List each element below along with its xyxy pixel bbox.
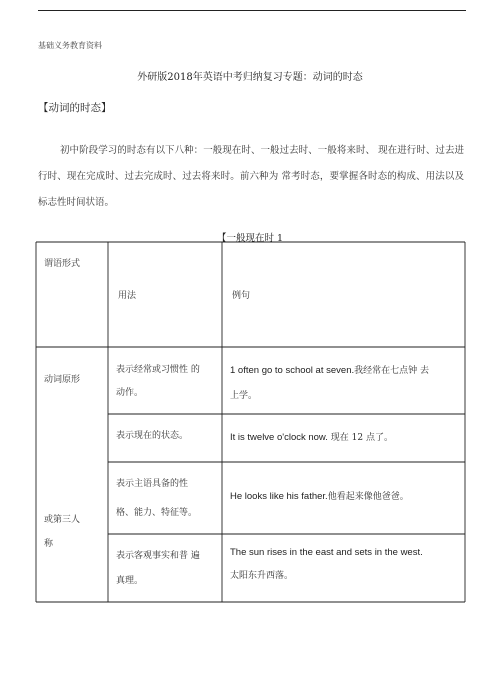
row-3-usage-line1: 表示主语具备的性 bbox=[116, 479, 189, 489]
table-caption: 【一般现在时 1 bbox=[216, 233, 284, 244]
row-2-usage-line1: 表示现在的状态。 bbox=[116, 431, 189, 441]
row-3-example-en: He looks like his father. bbox=[230, 491, 328, 502]
row-2-example-zh: 现在 12 点了。 bbox=[330, 433, 393, 443]
row-1-example-line2: 上学。 bbox=[230, 391, 258, 401]
row-4-example-en: The sun rises in the east and sets in the west. bbox=[230, 547, 423, 558]
section-heading: 【动词的时态】 bbox=[38, 102, 112, 114]
header-usage: 用法 bbox=[118, 291, 137, 301]
row-4-usage-line1: 表示客观事实和普 遍 bbox=[116, 551, 200, 561]
form-group-base: 动词原形 bbox=[44, 375, 81, 385]
form-group-third-person-line1: 或第三人 bbox=[44, 515, 81, 525]
form-group-third-person-line2: 称 bbox=[44, 539, 54, 549]
row-2-example-en: It is twelve o'clock now. bbox=[230, 432, 328, 443]
row-4-usage-line2: 真理。 bbox=[116, 576, 144, 586]
row-3-example-zh: 他看起来像他爸爸。 bbox=[327, 492, 409, 502]
row-2-example-line1 bbox=[230, 427, 393, 449]
intro-paragraph: 初中阶段学习的时态有以下八种：一般现在时、一般过去时、一般将来时、 现在进行时、过去进行时、现在完成时、过去完成时、过去将来时。前六种为 常考时态，要掌握各时态的构成、用法以及标志性时间状语。 bbox=[38, 145, 464, 208]
header-example: 例句 bbox=[232, 291, 251, 301]
row-1-example-zh: 我经常在七点钟 去 bbox=[354, 366, 429, 376]
document-title: 外研版2018年英语中考归纳复习专题：动词的时态 bbox=[137, 72, 363, 83]
row-3-usage-line2: 格、能力、特征等。 bbox=[116, 508, 198, 518]
row-1-example-en: 1 often go to school at seven. bbox=[230, 365, 355, 376]
header-form: 谓语形式 bbox=[44, 259, 81, 269]
header-note: 基础义务教育资料 bbox=[38, 41, 102, 50]
row-1-usage-line2: 动作。 bbox=[116, 388, 144, 398]
row-1-usage-line1: 表示经常或习惯性 的 bbox=[116, 365, 200, 375]
row-4-example-zh: 太阳东升西落。 bbox=[230, 571, 294, 581]
row-3-example-line1 bbox=[230, 486, 409, 508]
page-top-rule bbox=[38, 10, 466, 11]
row-1-example-line1 bbox=[230, 360, 429, 382]
